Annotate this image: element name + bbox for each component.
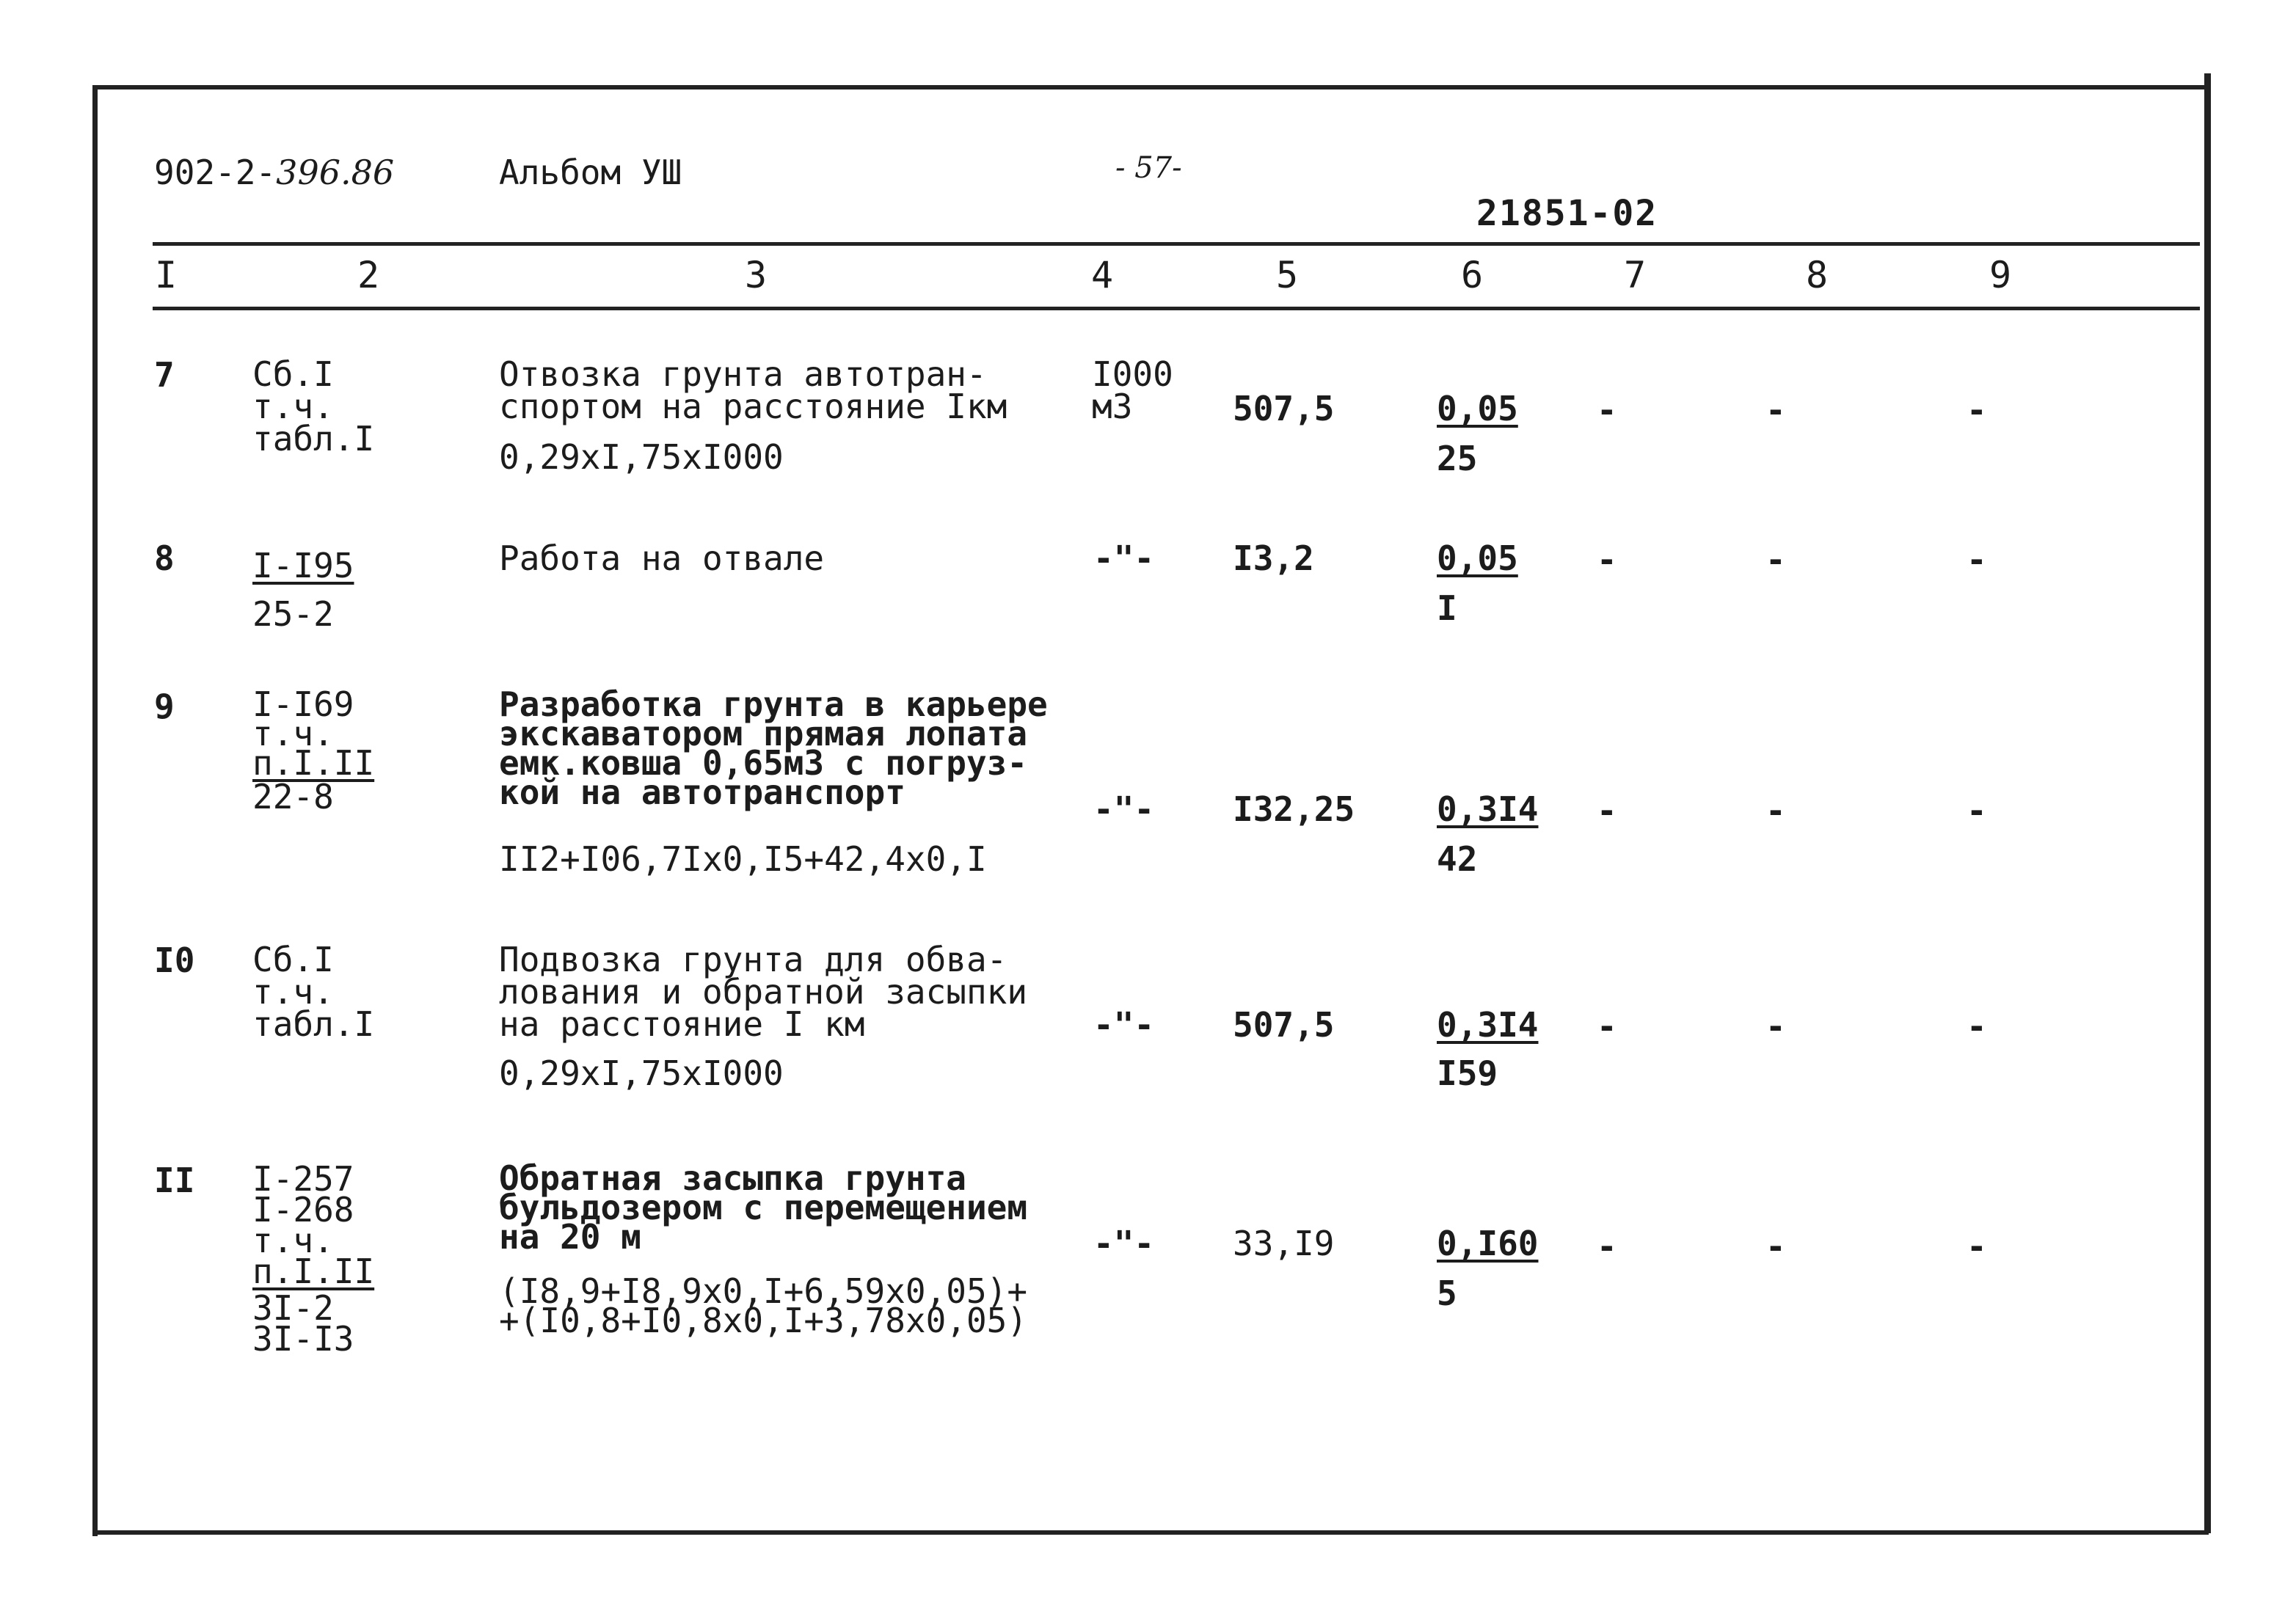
reference: I-I69 т.ч. п.I.II 22-8 [252, 684, 375, 817]
rate-secondary: I [1437, 588, 1457, 628]
unit: -"- [1093, 1224, 1155, 1263]
work-description: Разработка грунта в карьере экскаватором прямая лопата емк.ковша 0,65м3 с погруз- кой на автотранспорт [499, 684, 1048, 812]
quantity: 507,5 [1233, 1005, 1335, 1045]
work-description: Отвозка грунта автотран- спортом на расстояние Iкм [499, 354, 1007, 426]
col8-value: - [1765, 1007, 1786, 1046]
col9-value: - [1967, 390, 1987, 430]
quantity: I32,25 [1233, 789, 1355, 829]
reference: Сб.I т.ч. табл.I [252, 354, 375, 459]
rate-secondary: 5 [1437, 1274, 1457, 1313]
col7-value: - [1597, 1227, 1617, 1266]
column-header: 4 [1090, 254, 1114, 296]
quantity: 33,I9 [1233, 1224, 1335, 1263]
column-header: 6 [1460, 254, 1484, 296]
col9-value: - [1967, 1007, 1987, 1046]
col7-value: - [1597, 1007, 1617, 1046]
frame-bottom-border [97, 1530, 2209, 1535]
rate-value: 0,3I4 [1437, 1005, 1539, 1045]
work-description: Подвозка грунта для обва- лования и обратной засыпки на расстояние I км [499, 940, 1028, 1044]
unit: -"- [1093, 538, 1155, 578]
rate-value: 0,I60 [1437, 1224, 1539, 1263]
row-number: 8 [154, 538, 175, 578]
col7-value: - [1597, 791, 1617, 830]
column-header: 9 [1989, 254, 2012, 296]
col7-value: - [1597, 390, 1617, 430]
col9-value: - [1967, 1227, 1987, 1266]
unit: I000 м3 [1092, 354, 1173, 426]
unit: -"- [1093, 789, 1155, 829]
column-header: 2 [357, 254, 380, 296]
work-description: Работа на отвале [499, 538, 825, 578]
col9-value: - [1967, 791, 1987, 830]
unit: -"- [1093, 1005, 1155, 1045]
reference: I-I95 25-2 [252, 546, 354, 634]
header-rule-bottom [153, 307, 2200, 310]
row-number: II [154, 1161, 195, 1200]
column-header: I [154, 254, 178, 296]
column-header: 8 [1805, 254, 1829, 296]
frame-right-border [2204, 73, 2211, 1533]
col8-value: - [1765, 1227, 1786, 1266]
work-description: Обратная засыпка грунта бульдозером с перемещением на 20 м [499, 1158, 1028, 1257]
reference: I-257 I-268 т.ч. п.I.II 3I-2 3I-I3 [252, 1159, 375, 1359]
rate-secondary: I59 [1437, 1053, 1498, 1093]
formula: 0,29xI,75xI000 [499, 1053, 784, 1093]
col8-value: - [1765, 540, 1786, 580]
formula: 0,29xI,75xI000 [499, 437, 784, 477]
row-number: 9 [154, 687, 175, 726]
rate-secondary: 42 [1437, 839, 1478, 879]
formula: II2+I06,7Ix0,I5+42,4x0,I [499, 839, 987, 879]
document-code: 902-2-396.86 [154, 153, 395, 192]
album-label: Альбом УШ [499, 153, 682, 192]
col8-value: - [1765, 791, 1786, 830]
rate-value: 0,3I4 [1437, 789, 1539, 829]
row-number: I0 [154, 940, 195, 980]
rate-value: 0,05 [1437, 538, 1518, 578]
rate-value: 0,05 [1437, 389, 1518, 428]
formula: (I8,9+I8,9x0,I+6,59x0,05)+ +(I0,8+I0,8x0,I+3,78x0,05) [499, 1271, 1028, 1340]
row-number: 7 [154, 355, 175, 395]
page-number: - 57- [1115, 151, 1182, 185]
frame-left-border [92, 85, 98, 1536]
reference: Сб.I т.ч. табл.I [252, 940, 375, 1044]
document-stamp: 21851-02 [1476, 193, 1658, 234]
column-header: 7 [1623, 254, 1647, 296]
col8-value: - [1765, 390, 1786, 430]
quantity: I3,2 [1233, 538, 1314, 578]
frame-top-border [94, 85, 2210, 90]
quantity: 507,5 [1233, 389, 1335, 428]
column-header: 3 [744, 254, 768, 296]
column-header: 5 [1275, 254, 1299, 296]
header-rule-top [153, 242, 2200, 246]
col7-value: - [1597, 540, 1617, 580]
rate-secondary: 25 [1437, 439, 1478, 478]
col9-value: - [1967, 540, 1987, 580]
